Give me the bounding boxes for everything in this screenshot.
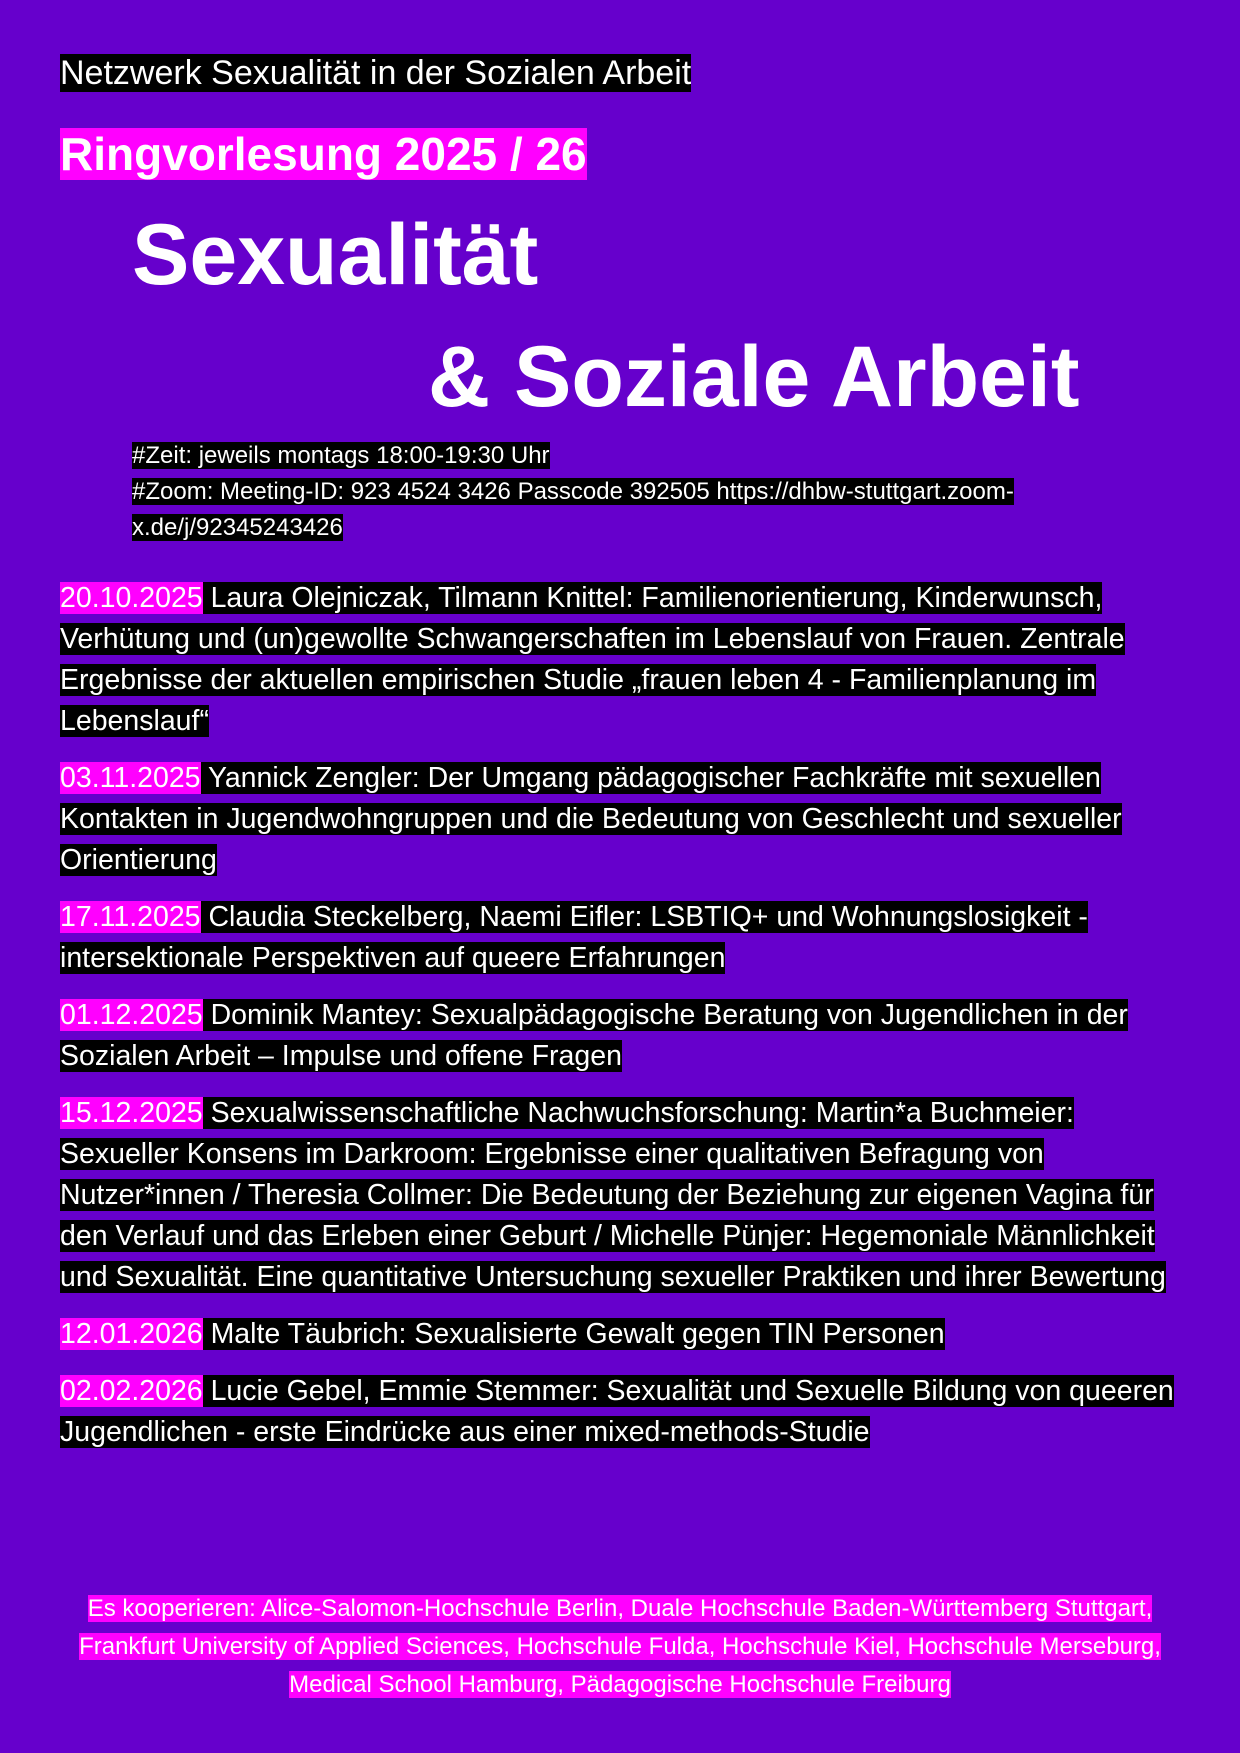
- event-date: 01.12.2025: [60, 999, 203, 1031]
- event-date: 15.12.2025: [60, 1097, 203, 1129]
- cooperation-text: Es kooperieren: Alice-Salomon-Hochschule Berlin, Duale Hochschule Baden-Württemberg Stuttgart, Frankfurt University of Applied Sciences, Hochschule Fulda, Hochschule Kiel, Hochschule Merseburg, Medical School Hamburg, Pädagogische Hochschule Freiburg: [79, 1595, 1161, 1698]
- event-item: [60, 1371, 1185, 1453]
- event-date: 12.01.2026: [60, 1318, 203, 1350]
- event-space: [203, 999, 211, 1031]
- event-description: Dominik Mantey: Sexualpädagogische Beratung von Jugendlichen in der Sozialen Arbeit – Impulse und offene Fragen: [60, 999, 1128, 1072]
- event-space: [203, 1097, 211, 1129]
- title-line-2: & Soziale Arbeit: [428, 329, 1080, 425]
- event-description: Lucie Gebel, Emmie Stemmer: Sexualität und Sexuelle Bildung von queeren Jugendlichen - erste Eindrücke aus einer mixed-methods-Studie: [60, 1375, 1174, 1448]
- event-item: [60, 1093, 1185, 1298]
- event-item: [60, 758, 1185, 881]
- event-item: [60, 578, 1185, 742]
- event-date: 02.02.2026: [60, 1375, 203, 1407]
- event-description: Malte Täubrich: Sexualisierte Gewalt gegen TIN Personen: [210, 1318, 945, 1350]
- event-space: [203, 1375, 211, 1407]
- event-description: Sexualwissenschaftliche Nachwuchsforschung: Martin*a Buchmeier: Sexueller Konsens im Darkroom: Ergebnisse einer qualitativen Befragung von Nutzer*innen / Theresia Collmer: Die Bedeutung der Beziehung zur eigenen Vagina für den Verlauf und das Erleben einer Geburt / Michelle Pünjer: Hegemoniale Männlichkeit und Sexualität. Eine quantitative Untersuchung sexueller Praktiken und ihrer Bewertung: [60, 1097, 1166, 1293]
- event-description: Yannick Zengler: Der Umgang pädagogischer Fachkräfte mit sexuellen Kontakten in Jugendwohngruppen und die Bedeutung von Geschlecht und sexueller Orientierung: [60, 762, 1122, 876]
- event-space: [203, 1318, 211, 1350]
- cooperation-footer: [60, 1590, 1180, 1704]
- meeting-info: [132, 438, 1122, 546]
- event-description: Claudia Steckelberg, Naemi Eifler: LSBTIQ+ und Wohnungslosigkeit - intersektionale Perspektiven auf queere Erfahrungen: [60, 901, 1088, 974]
- event-date: 17.11.2025: [60, 901, 201, 933]
- event-date: 03.11.2025: [60, 762, 201, 794]
- title-line-1: Sexualität: [132, 207, 539, 303]
- event-space: [203, 582, 211, 614]
- network-label: [60, 50, 691, 96]
- event-item: [60, 995, 1185, 1077]
- event-description: Laura Olejniczak, Tilmann Knittel: Familienorientierung, Kinderwunsch, Verhütung und (un)gewollte Schwangerschaften im Lebenslauf von Frauen. Zentrale Ergebnisse der aktuellen empirischen Studie „frauen leben 4 - Familienplanung im Lebenslauf“: [60, 582, 1125, 737]
- series-name: Ringvorlesung 2025 / 26: [60, 128, 587, 180]
- zoom-info[interactable]: #Zoom: Meeting-ID: 923 4524 3426 Passcode 392505 https://dhbw-stuttgart.zoom-x.de/j/92345243426: [132, 478, 1014, 541]
- event-space: [201, 762, 208, 794]
- time-info: #Zeit: jeweils montags 18:00-19:30 Uhr: [132, 442, 550, 469]
- event-item: [60, 1314, 1185, 1355]
- event-date: 20.10.2025: [60, 582, 203, 614]
- event-list: [60, 578, 1185, 1469]
- event-item: [60, 897, 1185, 979]
- network-name: Netzwerk Sexualität in der Sozialen Arbeit: [60, 54, 692, 92]
- series-label: [60, 118, 587, 190]
